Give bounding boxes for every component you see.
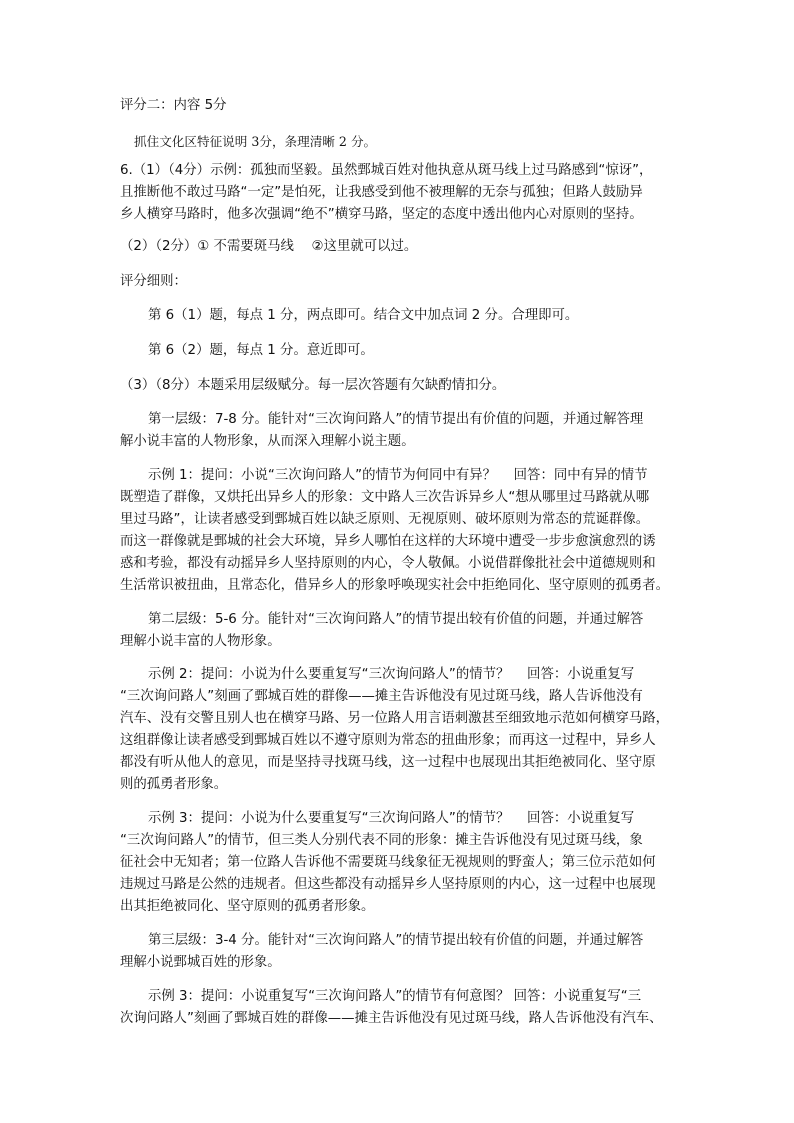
example-3b [120,986,686,1030]
level-1 [120,409,686,453]
example-3a [120,808,686,918]
example-1-line: 里过马路”，让读者感受到鄄城百姓以缺乏原则、无视原则、破坏原则为常态的荒诞群像。 [120,512,650,527]
level-2-line: 理解小说丰富的人物形象。 [120,634,281,649]
example-1-line: 而这一群像就是鄄城的社会大环境，异乡人哪怕在这样的大环境中遭受一步步愈演愈烈的诱 [120,534,656,549]
example-3a-line: 示例 3：提问：小说为什么要重复写“三次询问路人”的情节？ 回答：小说重复写 [148,811,635,826]
example-2-line: 汽车、没有交警且别人也在横穿马路、另一位路人用言语刺激甚至细致地示范如何横穿马路， [120,711,670,726]
example-3b-line: 次询问路人”刻画了鄄城百姓的群像——摊主告诉他没有见过斑马线，路人告诉他没有汽车、 [120,1011,663,1026]
example-1 [120,465,686,597]
q6-1-line: 且推断他不敢过马路“一定”是怕死，让我感受到他不被理解的无奈与孤独；但路人鼓励异 [120,185,643,200]
example-2-line: 都没有听从他人的意见，而是坚持寻找斑马线，这一过程中也展现出其拒绝被同化、坚守原 [120,755,656,770]
example-1-line: 既塑造了群像，又烘托出异乡人的形象：文中路人三次告诉异乡人“想从哪里过马路就从哪 [120,490,650,505]
example-2-line: 则的孤勇者形象。 [120,777,228,792]
example-3a-line: 违规过马路是公然的违规者。但这些都没有动摇异乡人坚持原则的内心，这一过程中也展现 [120,877,656,892]
example-3a-line: 征社会中无知者；第一位路人告诉他不需要斑马线象征无视规则的野蛮人；第三位示范如何 [120,855,656,870]
level-1-line: 解小说丰富的人物形象，从而深入理解小说主题。 [120,434,415,449]
q6-3-intro: （3）（8分）本题采用层级赋分。每一层次答题有欠缺酌情扣分。 [120,378,506,393]
level-3-line: 理解小说鄄城百姓的形象。 [120,955,281,970]
example-3b-line: 示例 3：提问：小说重复写“三次询问路人”的情节有何意图？ 回答：小说重复写“三 [148,989,642,1004]
level-2-line: 第二层级：5-6 分。能针对“三次询问路人”的情节提出较有价值的问题，并通过解答 [148,612,644,627]
example-2-line: 这组群像让读者感受到鄄城百姓以不遵守原则为常态的扭曲形象；而再这一过程中，异乡人 [120,733,656,748]
level-1-line: 第一层级：7-8 分。能针对“三次询问路人”的情节提出有价值的问题，并通过解答理 [148,412,644,427]
score-two-title: 评分二：内容 5分 [120,98,227,113]
q6-1-answer [120,160,686,226]
example-3a-line: “三次询问路人”的情节，但三类人分别代表不同的形象：摊主告诉他没有见过斑马线，象 [120,833,643,848]
level-2 [120,609,686,653]
example-1-line: 示例 1：提问：小说“三次询问路人”的情节为何同中有异？ 回答：同中有异的情节 [148,468,648,483]
level-3 [120,930,686,974]
level-3-line: 第三层级：3-4 分。能针对“三次询问路人”的情节提出较有价值的问题，并通过解答 [148,933,644,948]
example-2-line: 示例 2：提问：小说为什么要重复写“三次询问路人”的情节？ 回答：小说重复写 [148,667,635,682]
q6-1-line: 6.（1）（4分）示例：孤独而坚毅。虽然鄄城百姓对他执意从斑马线上过马路感到“惊讶”， [120,163,653,178]
q6-2-answer: （2）（2分）① 不需要斑马线 ②这里就可以过。 [120,239,418,254]
example-2 [120,664,686,796]
example-2-line: “三次询问路人”刻画了鄄城百姓的群像——摊主告诉他没有见过斑马线，路人告诉他没有 [120,689,643,704]
example-1-line: 生活常识被扭曲，且常态化，借异乡人的形象呼唤现实社会中拒绝同化、坚守原则的孤勇者。 [120,578,670,593]
rule-6-2: 第 6（2）题，每点 1 分。意近即可。 [148,343,374,358]
rule-6-1: 第 6（1）题，每点 1 分，两点即可。结合文中加点词 2 分。合理即可。 [148,308,579,323]
example-1-line: 惑和考验，都没有动摇异乡人坚持原则的内心，令人敬佩。小说借群像批社会中道德规则和 [120,556,656,571]
q6-1-line: 乡人横穿马路时，他多次强调“绝不”横穿马路，坚定的态度中透出他内心对原则的坚持。 [120,207,643,222]
score-two-note: 抓住文化区特征说明 3分，条理清晰 2 分。 [134,134,377,149]
rules-title: 评分细则： [120,274,187,289]
example-3a-line: 出其拒绝被同化、坚守原则的孤勇者形象。 [120,899,375,914]
